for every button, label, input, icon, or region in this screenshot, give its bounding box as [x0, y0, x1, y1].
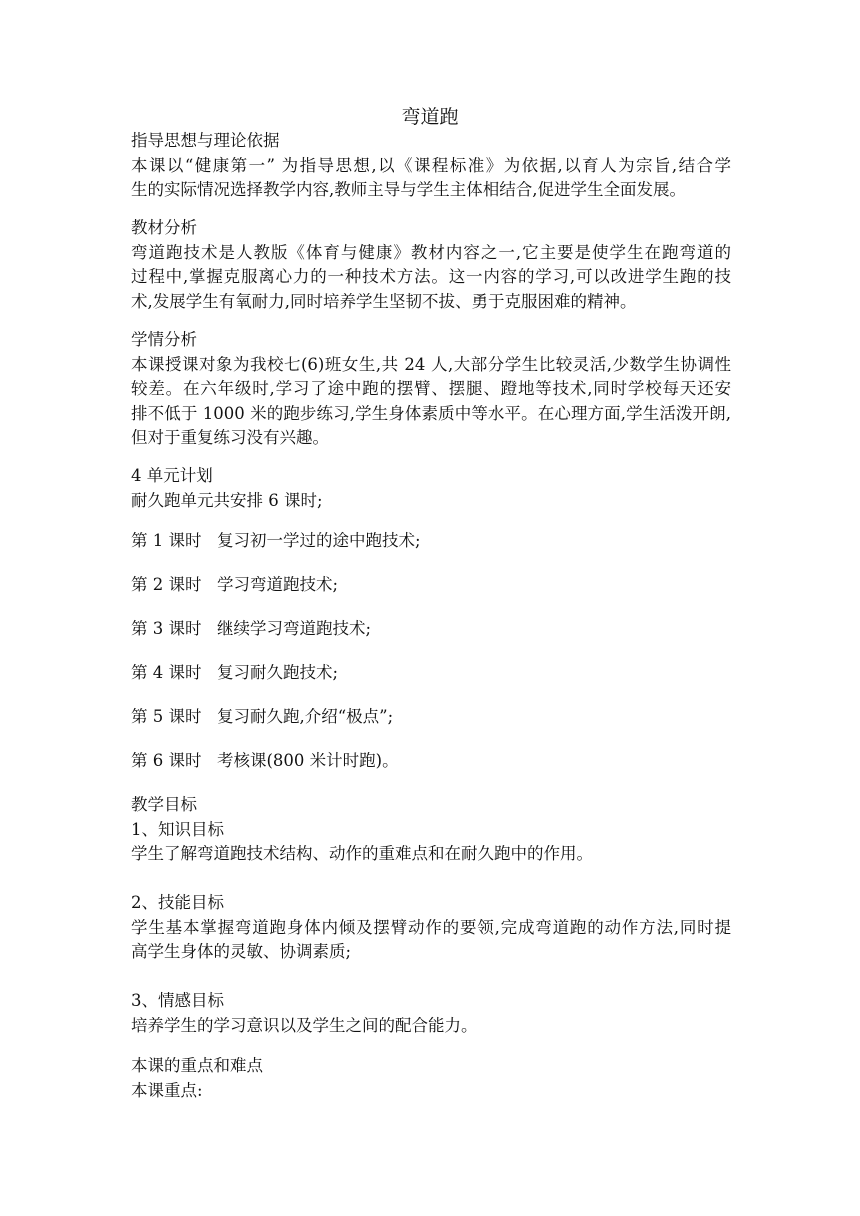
- paragraph-line: 生的实际情况选择教学内容,教师主导与学生主体相结合,促进学生全面发展。: [131, 180, 686, 199]
- lesson-content: 考核课(800 米计时跑)。: [217, 751, 399, 770]
- lesson-item: [131, 661, 338, 685]
- paragraph-line: 排不低于 1000 米的跑步练习,学生身体素质中等水平。在心理方面,学生活泼开朗,: [131, 403, 731, 423]
- lesson-number: 第 4 课时: [131, 663, 202, 682]
- unit-intro: 耐久跑单元共安排 6 课时;: [131, 490, 323, 510]
- section-heading: 教学目标: [131, 795, 197, 814]
- lesson-number: 第 2 课时: [131, 575, 202, 594]
- lesson-item: [131, 617, 371, 641]
- section-keypoints: [131, 1054, 731, 1103]
- paragraph-line: 本课授课对象为我校七(6)班女生,共 24 人,大部分学生比较灵活,少数学生协调性: [131, 354, 731, 374]
- paragraph-line: 学生基本掌握弯道跑身体内倾及摆臂动作的要领,完成弯道跑的动作方法,同时提: [131, 917, 731, 937]
- section-guiding: [131, 129, 731, 203]
- section-heading: 4 单元计划: [131, 466, 213, 485]
- subsection-heading: 1、知识目标: [131, 819, 224, 839]
- lesson-number: 第 5 课时: [131, 707, 202, 726]
- lesson-content: 复习耐久跑,介绍“极点”;: [217, 707, 394, 726]
- lesson-content: 复习初一学过的途中跑技术;: [217, 531, 421, 550]
- lesson-item: [131, 705, 393, 729]
- lesson-content: 继续学习弯道跑技术;: [217, 619, 372, 638]
- lesson-number: 第 3 课时: [131, 619, 202, 638]
- lesson-item: [131, 529, 421, 553]
- paragraph-line: 过程中,掌握克服离心力的一种技术方法。这一内容的学习,可以改进学生跑的技: [131, 267, 731, 286]
- section-heading: 教材分析: [131, 218, 197, 237]
- section-heading: 学情分析: [131, 330, 197, 349]
- paragraph-line: 高学生身体的灵敏、协调素质;: [131, 942, 352, 961]
- paragraph-line: 培养学生的学习意识以及学生之间的配合能力。: [131, 1015, 478, 1035]
- subsection-heading: 3、情感目标: [131, 991, 224, 1010]
- lesson-item: [131, 749, 399, 773]
- document-title: 弯道跑: [401, 106, 459, 128]
- section-heading: 本课的重点和难点: [131, 1056, 263, 1075]
- lesson-number: 第 6 课时: [131, 751, 202, 770]
- paragraph-line: 弯道跑技术是人教版《体育与健康》教材内容之一,它主要是使学生在跑弯道的: [131, 242, 731, 262]
- paragraph-line: 本课以“健康第一” 为指导思想,以《课程标准》为依据,以育人为宗旨,结合学: [131, 155, 731, 175]
- paragraph-line: 术,发展学生有氧耐力,同时培养学生坚韧不拔、勇于克服困难的精神。: [131, 291, 637, 311]
- section-objectives: [131, 793, 731, 1038]
- subsection-heading: 2、技能目标: [131, 893, 224, 912]
- section-heading: 指导思想与理论依据: [131, 131, 280, 150]
- subsection-heading: 本课重点:: [131, 1080, 203, 1100]
- paragraph-line: 但对于重复练习没有兴趣。: [131, 428, 329, 447]
- lesson-content: 复习耐久跑技术;: [217, 663, 339, 682]
- lesson-item: [131, 573, 338, 597]
- lesson-number: 第 1 课时: [131, 531, 202, 550]
- paragraph-line: 较差。在六年级时,学习了途中跑的摆臂、摆腿、蹬地等技术,同时学校每天还安: [131, 379, 731, 398]
- paragraph-line: 学生了解弯道跑技术结构、动作的重难点和在耐久跑中的作用。: [131, 844, 593, 863]
- lesson-content: 学习弯道跑技术;: [217, 575, 339, 594]
- section-learners: [131, 328, 731, 451]
- section-unit: [131, 464, 731, 513]
- section-material: [131, 216, 731, 314]
